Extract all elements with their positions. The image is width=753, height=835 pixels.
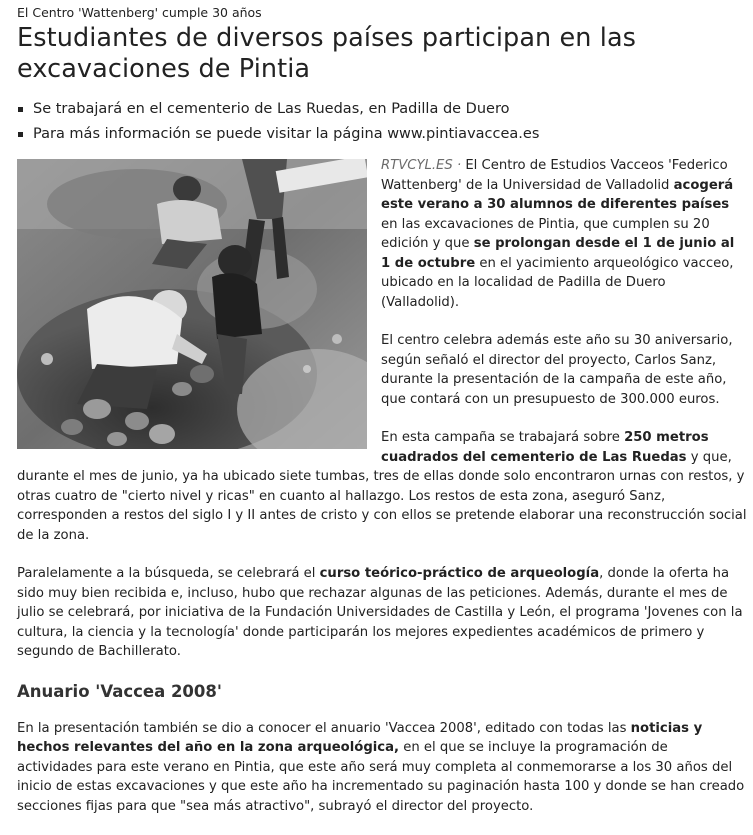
excavation-photo <box>17 159 367 449</box>
paragraph-4 <box>17 564 747 662</box>
text: en las excavaciones de Pintia, que cumplen su 20 edición y que <box>381 216 710 251</box>
highlight: noticias y hechos relevantes del año en la zona arqueológica, <box>17 720 703 755</box>
text: en el que se incluye la programación de actividades para este verano en Pintia, que este año será muy completa al conmemorarse a los 30 años del inicio de estas excavaciones y que este año ha incrementado su paginación hasta 100 y donde se han creado secciones fijas para que "sea más atractivo", subrayó el director del proyecto. <box>17 740 745 814</box>
text: En esta campaña se trabajará sobre <box>381 430 625 445</box>
paragraph-2: El centro celebra además este año su 30 aniversario, según señaló el director del proyecto, Carlos Sanz, durante la presentación de la campaña de este año, que contará con un presupuesto de 300.000 euros. <box>381 333 733 407</box>
text: Paralelamente a la búsqueda, se celebrará el <box>17 566 320 581</box>
highlight: acogerá este verano a 30 alumnos de diferentes países <box>381 177 734 212</box>
summary-item: Para más información se puede visitar la página www.pintiavaccea.es <box>17 122 747 147</box>
text: en el yacimiento arqueológico vacceo, ubicado en la localidad de Padilla de Duero (Valladolid). <box>381 255 734 310</box>
source-label: RTVCYL.ES <box>381 158 453 173</box>
highlight: 250 metros cuadrados del cementerio de Las Ruedas <box>381 430 709 465</box>
highlight: se prolongan desde el 1 de junio al 1 de octubre <box>381 236 735 271</box>
text: El Centro de Estudios Vacceos 'Federico Wattenberg' de la Universidad de Valladolid <box>381 158 728 193</box>
excavation-photo-image <box>17 159 367 449</box>
kicker: El Centro 'Wattenberg' cumple 30 años <box>17 5 262 20</box>
text: En la presentación también se dio a conocer el anuario 'Vaccea 2008', editado con todas las <box>17 720 631 736</box>
article-container <box>17 0 747 835</box>
section-heading: Anuario 'Vaccea 2008' <box>17 681 222 701</box>
page-title: Estudiantes de diversos países participan en las excavaciones de Pintia <box>17 23 637 84</box>
highlight: curso teórico-práctico de arqueología <box>319 566 600 581</box>
text: , donde la oferta ha sido muy bien recibida e, incluso, hubo que rechazar algunas de las peticiones. Además, durante el mes de julio se celebrará, por iniciativa de la Fundación Universidades de Castilla y León, el programa 'Jovenes con la cultura, la ciencia y la tecnología' donde participarán los mejores expedientes académicos de primero y segundo de Bachillerato. <box>17 566 743 659</box>
summary-list <box>17 97 747 147</box>
summary-item: Se trabajará en el cementerio de Las Ruedas, en Padilla de Duero <box>17 97 747 122</box>
text: y que, durante el mes de junio, ya ha ubicado siete tumbas, tres de ellas donde solo encontraron urnas con restos, y otras cuatro de "cierto nivel y ricas" en cuanto al hallazgo. Los restos de esta zona, aseguró Sanz, corresponden a restos del siglo I y II antes de cristo y con ellos se pretende elaborar una reconstrucción social de la zona. <box>17 449 747 543</box>
article-body <box>17 156 747 816</box>
source-separator: · <box>452 158 466 173</box>
paragraph-5 <box>17 719 747 817</box>
